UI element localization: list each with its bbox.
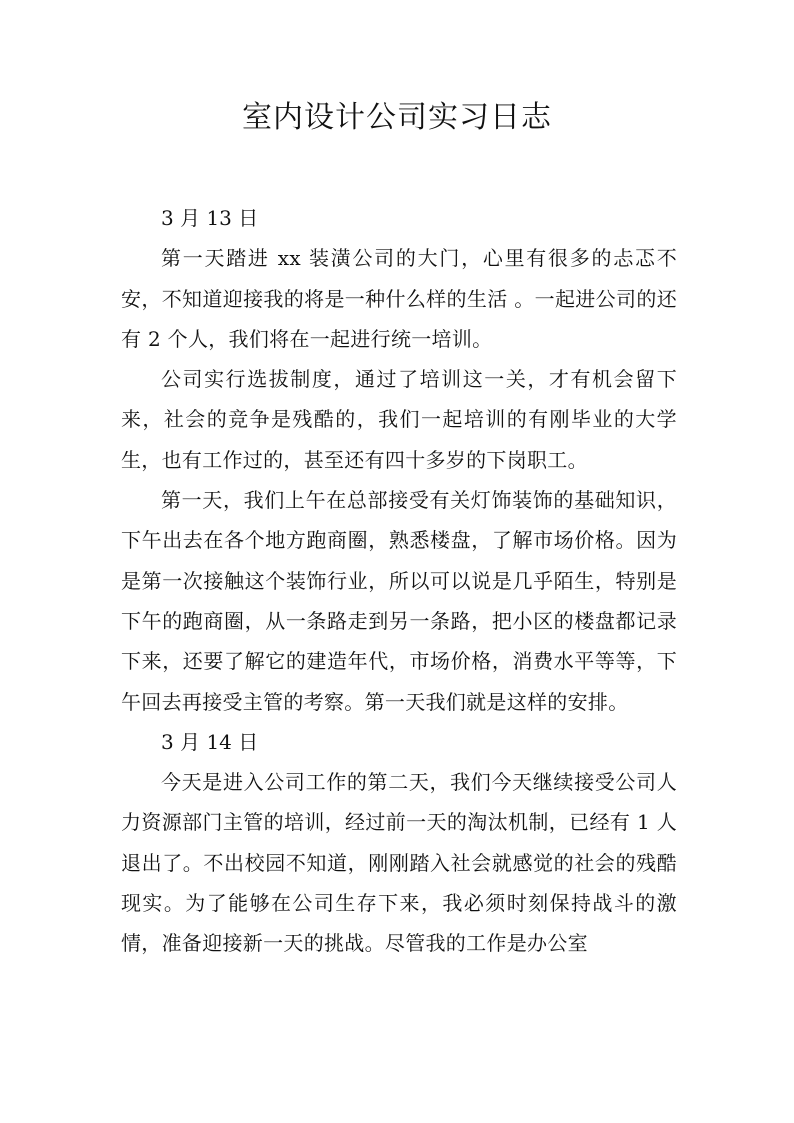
document-body [121, 198, 677, 964]
entry-paragraph: 公司实行选拔制度，通过了培训这一关，才有机会留下来，社会的竞争是残酷的，我们一起培训的有刚毕业的大学生，也有工作过的，甚至还有四十多岁的下岗职工。 [121, 367, 677, 472]
entry-date: 3 月 13 日 [161, 206, 259, 230]
entry-paragraph: 今天是进入公司工作的第二天，我们今天继续接受公司人力资源部门主管的培训，经过前一天的淘汰机制，已经有 1 人退出了。不出校园不知道，刚刚踏入社会就感觉的社会的残酷现实。为了能够在公司生存下来，我必须时刻保持战斗的激情，准备迎接新一天的挑战。尽管我的工作是办公室 [121, 770, 677, 956]
entry-date: 3 月 14 日 [161, 729, 259, 754]
entry-paragraph: 第一天，我们上午在总部接受有关灯饰装饰的基础知识，下午出去在各个地方跑商圈，熟悉楼盘，了解市场价格。因为是第一次接触这个装饰行业，所以可以说是几乎陌生，特别是下午的跑商圈，从一条路走到另一条路，把小区的楼盘都记录下来，还要了解它的建造年代，市场价格，消费水平等等，下午回去再接受主管的考察。第一天我们就是这样的安排。 [121, 488, 677, 714]
document-title: 室内设计公司实习日志 [242, 100, 552, 135]
entry-paragraph: 第一天踏进 xx 装潢公司的大门，心里有很多的忐忑不安，不知道迎接我的将是一种什么样的生活 。一起进公司的还有 2 个人，我们将在一起进行统一培训。 [121, 246, 677, 351]
